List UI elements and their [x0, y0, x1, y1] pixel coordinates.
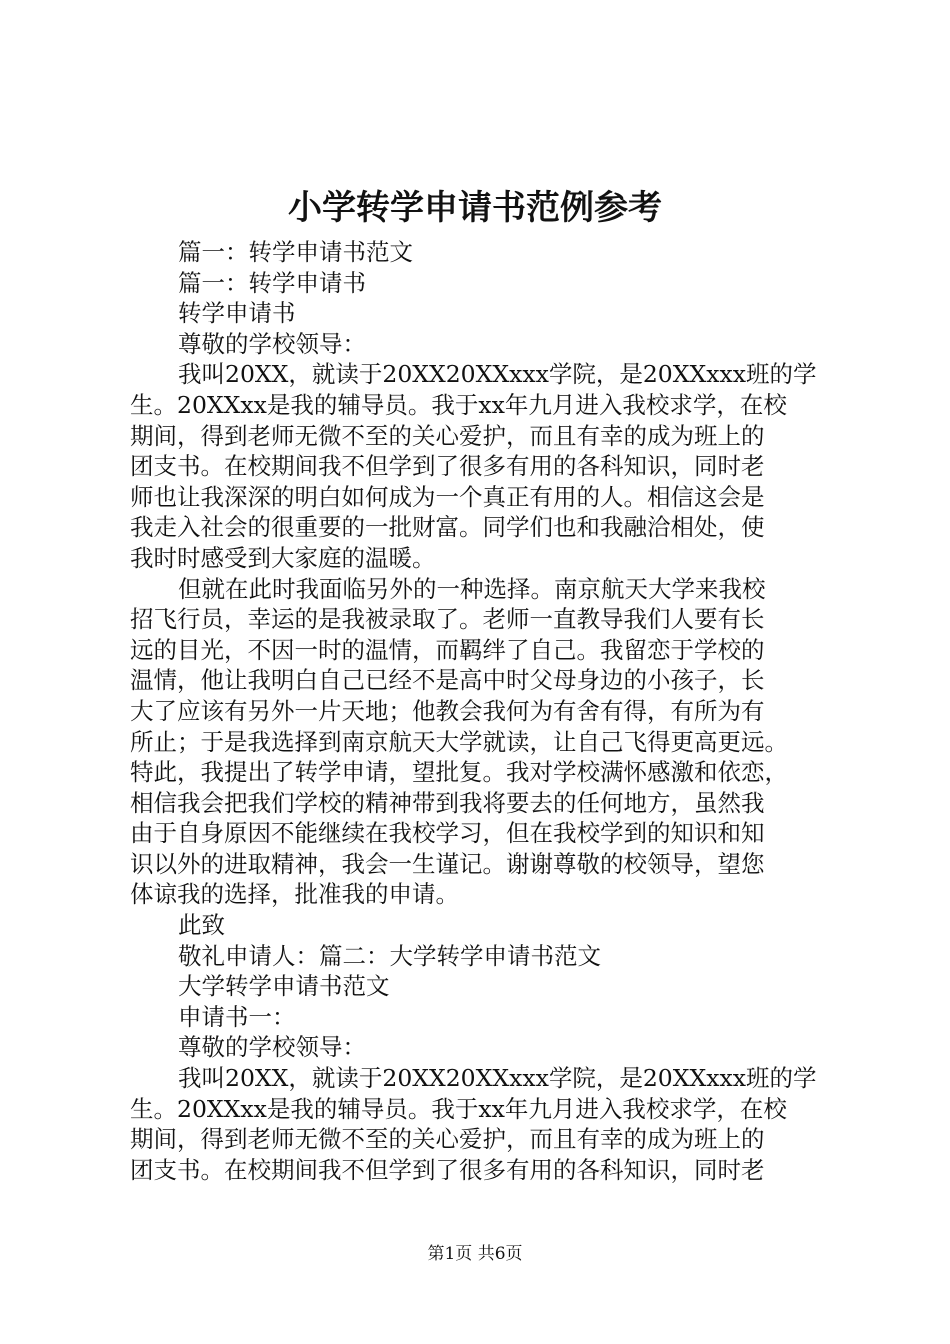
- body-text-line: 但就在此时我面临另外的一种选择。南京航天大学来我校: [178, 574, 766, 603]
- body-text-line: 生。20XXxx是我的辅导员。我于xx年九月进入我校求学，在校: [130, 390, 787, 419]
- body-text-line: 团支书。在校期间我不但学到了很多有用的各科知识，同时老: [130, 452, 765, 481]
- body-text-line: 我时时感受到大家庭的温暖。: [130, 543, 436, 572]
- body-text-line: 期间，得到老师无微不至的关心爱护，而且有幸的成为班上的: [130, 1125, 765, 1154]
- body-text-line: 大了应该有另外一片天地；他教会我何为有舍有得，有所为有: [130, 696, 765, 725]
- body-text-line: 此致: [178, 911, 225, 940]
- body-text-line: 识以外的进取精神，我会一生谨记。谢谢尊敬的校领导，望您: [130, 849, 765, 878]
- body-text-line: 申请书一：: [178, 1002, 296, 1031]
- body-text-line: 体谅我的选择，批准我的申请。: [130, 880, 459, 909]
- body-text-line: 我叫20XX，就读于20XX20XXxxx学院，是20XXxxx班的学: [178, 360, 817, 389]
- body-text-line: 篇一：转学申请书: [178, 268, 366, 297]
- body-text-line: 我叫20XX，就读于20XX20XXxxx学院，是20XXxxx班的学: [178, 1064, 817, 1093]
- body-text-line: 尊敬的学校领导：: [178, 329, 366, 358]
- page-number: 第1页 共6页: [427, 1244, 523, 1264]
- body-text-line: 由于自身原因不能继续在我校学习，但在我校学到的知识和知: [130, 819, 765, 848]
- document-title: 小学转学申请书范例参考: [288, 188, 662, 228]
- body-text-line: 生。20XXxx是我的辅导员。我于xx年九月进入我校求学，在校: [130, 1094, 787, 1123]
- body-text-line: 所止；于是我选择到南京航天大学就读，让自己飞得更高更远。: [130, 727, 788, 756]
- body-text-line: 尊敬的学校领导：: [178, 1033, 366, 1062]
- body-text-line: 期间，得到老师无微不至的关心爱护，而且有幸的成为班上的: [130, 421, 765, 450]
- body-text-line: 团支书。在校期间我不但学到了很多有用的各科知识，同时老: [130, 1155, 765, 1184]
- body-text-line: 温情，他让我明白自己已经不是高中时父母身边的小孩子，长: [130, 666, 765, 695]
- body-text-line: 招飞行员，幸运的是我被录取了。老师一直教导我们人要有长: [130, 605, 765, 634]
- body-text-line: 篇一：转学申请书范文: [178, 238, 413, 266]
- body-text-line: 远的目光，不因一时的温情，而羁绊了自己。我留恋于学校的: [130, 635, 765, 664]
- body-text-line: 师也让我深深的明白如何成为一个真正有用的人。相信这会是: [130, 482, 765, 511]
- document-body: [130, 237, 830, 1185]
- body-text-line: 大学转学申请书范文: [178, 972, 390, 1001]
- body-text-line: 我走入社会的很重要的一批财富。同学们也和我融洽相处，使: [130, 513, 765, 542]
- body-text-line: 相信我会把我们学校的精神带到我将要去的任何地方，虽然我: [130, 788, 765, 817]
- body-text-line: 敬礼申请人：篇二：大学转学申请书范文: [178, 941, 601, 970]
- body-text-line: 特此，我提出了转学申请，望批复。我对学校满怀感激和依恋，: [130, 758, 788, 787]
- body-text-line: 转学申请书: [178, 299, 296, 328]
